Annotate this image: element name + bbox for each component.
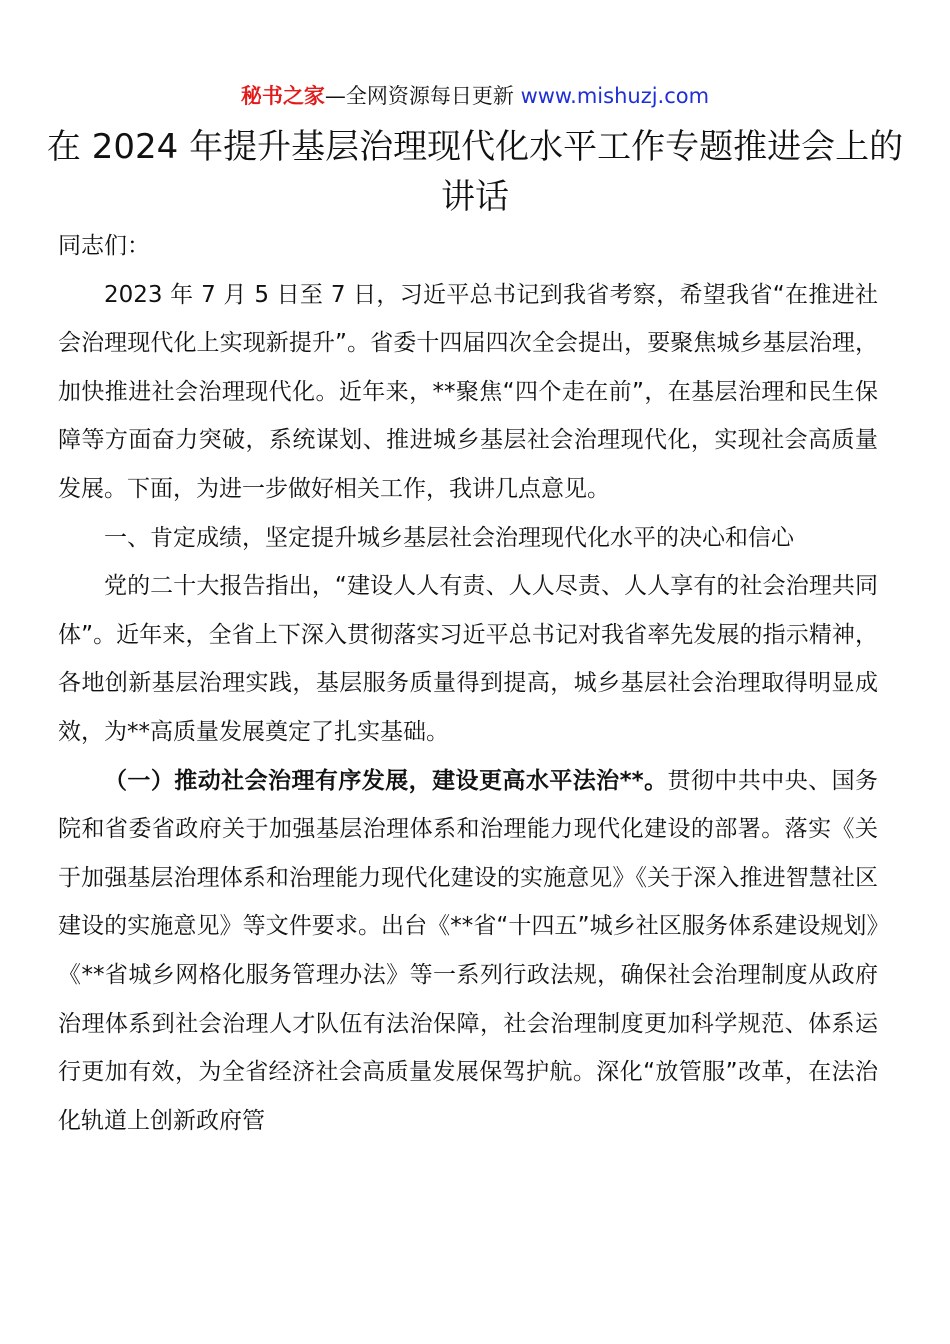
site-tagline: —全网资源每日更新	[324, 84, 514, 108]
paragraph-intro: 2023 年 7 月 5 日至 7 日，习近平总书记到我省考察，希望我省“在推进社会治理现代化上实现新提升”。省委十四届四次全会提出，要聚焦城乡基层治理，加快推进社会治理现代化。近年来，**聚焦“四个走在前”，在基层治理和民生保障等方面奋力突破，系统谋划、推进城乡基层社会治理现代化，实现社会高质量发展。下面，为进一步做好相关工作，我讲几点意见。	[58, 281, 878, 502]
document-title: 在 2024 年提升基层治理现代化水平工作专题推进会上的讲话	[46, 127, 904, 217]
subsection-heading-one: （一）推动社会治理有序发展，建设更高水平法治**。	[104, 767, 668, 794]
site-header	[0, 80, 950, 112]
section-heading-one: 一、肯定成绩，坚定提升城乡基层社会治理现代化水平的决心和信心	[104, 524, 794, 551]
paragraph-subsection-one	[58, 757, 878, 1146]
document-body	[58, 222, 878, 1145]
site-url-link[interactable]: www.mishuzj.com	[520, 84, 710, 108]
salutation: 同志们：	[58, 233, 150, 259]
site-brand: 秘书之家	[240, 84, 325, 108]
subsection-one-text: 贯彻中共中央、国务院和省委省政府关于加强基层治理体系和治理能力现代化建设的部署。落实《关于加强基层治理体系和治理能力现代化建设的实施意见》《关于深入推进智慧社区建设的实施意见》等文件要求。出台《**省“十四五”城乡社区服务体系建设规划》《**省城乡网格化服务管理办法》等一系列行政法规，确保社会治理制度从政府治理体系到社会治理人才队伍有法治保障，社会治理制度更加科学规范、体系运行更加有效，为全省经济社会高质量发展保驾护航。深化“放管服”改革，在法治化轨道上创新政府管	[58, 767, 878, 1134]
paragraph-section-one: 党的二十大报告指出，“建设人人有责、人人尽责、人人享有的社会治理共同体”。近年来，全省上下深入贯彻落实习近平总书记对我省率先发展的指示精神，各地创新基层治理实践，基层服务质量得到提高，城乡基层社会治理取得明显成效，为**高质量发展奠定了扎实基础。	[58, 573, 878, 745]
